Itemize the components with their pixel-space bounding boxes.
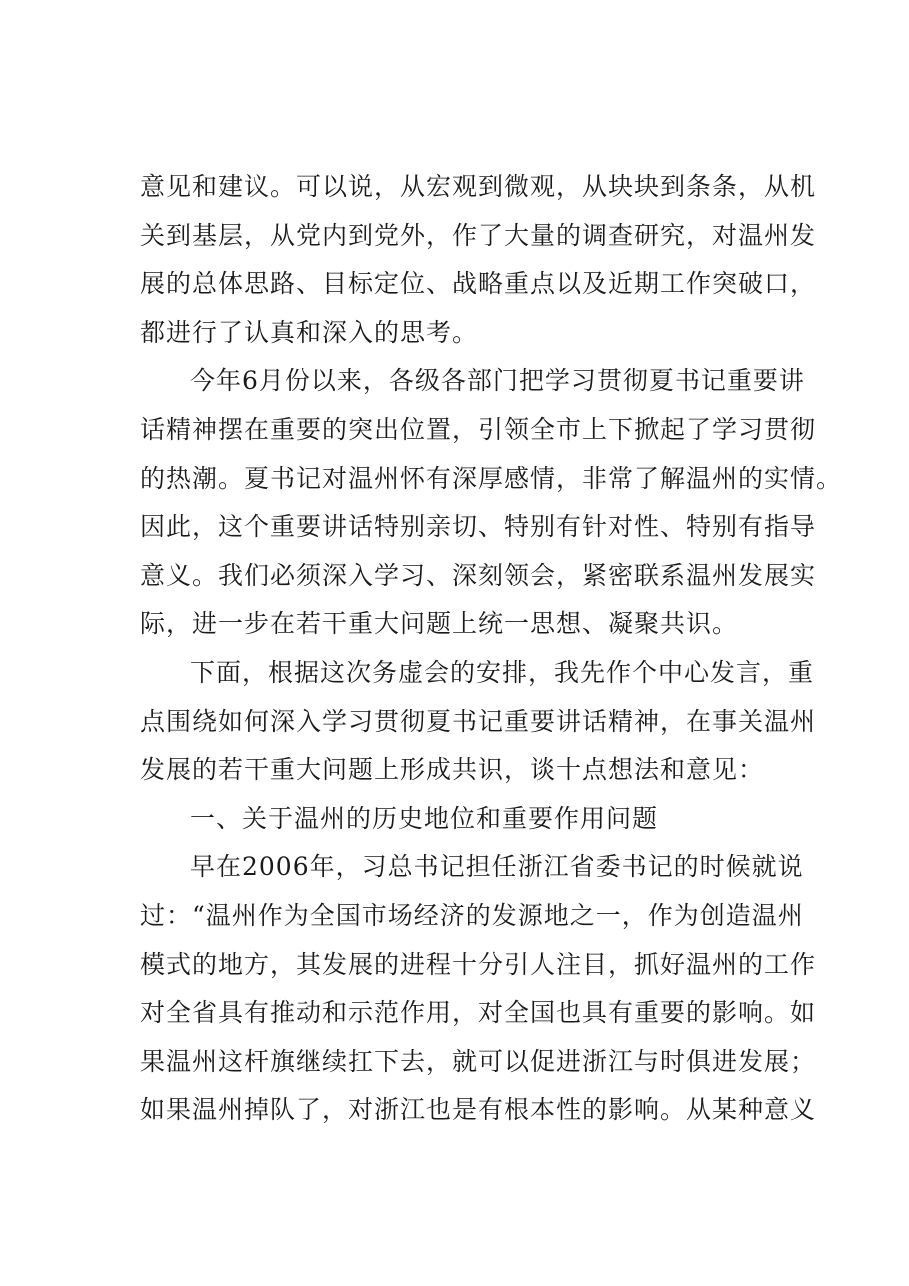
text-line: 早在2006年，习总书记担任浙江省委书记的时候就说	[190, 852, 804, 882]
text-line: 今年6月份以来，各级各部门把学习贯彻夏书记重要讲	[190, 366, 805, 396]
text-line: 意义。我们必须深入学习、深刻领会，紧密联系温州发展实	[140, 560, 817, 590]
text-line: 果温州这杆旗继续扛下去，就可以促进浙江与时俱进发展；	[140, 1046, 817, 1076]
document-body	[140, 163, 843, 1135]
text-line: 意见和建议。可以说，从宏观到微观，从块块到条条，从机	[140, 172, 817, 201]
text-line: 过：“温州作为全国市场经济的发源地之一，作为创造温州	[140, 900, 804, 930]
text-line: 都进行了认真和深入的思考。	[140, 317, 479, 347]
text-line: 话精神摆在重要的突出位置，引领全市上下掀起了学习贯彻	[140, 414, 817, 444]
text-line: 下面，根据这次务虚会的安排，我先作个中心发言，重	[190, 657, 815, 687]
text-line: 对全省具有推动和示范作用，对全国也具有重要的影响。如	[140, 998, 817, 1028]
text-line: 的热潮。夏书记对温州怀有深厚感情，非常了解温州的实情。	[140, 463, 843, 493]
section-heading: 一、关于温州的历史地位和重要作用问题	[190, 803, 659, 833]
text-line: 点围绕如何深入学习贯彻夏书记重要讲话精神，在事关温州	[140, 706, 817, 736]
text-line: 模式的地方，其发展的进程十分引人注目，抓好温州的工作	[140, 949, 817, 979]
text-line: 际，进一步在若干重大问题上统一思想、凝聚共识。	[140, 609, 739, 639]
text-line: 发展的若干重大问题上形成共识，谈十点想法和意见：	[140, 755, 765, 785]
text-line: 关到基层，从党内到党外，作了大量的调查研究，对温州发	[140, 220, 817, 250]
text-line: 如果温州掉队了，对浙江也是有根本性的影响。从某种意义	[140, 1095, 817, 1125]
text-line: 因此，这个重要讲话特别亲切、特别有针对性、特别有指导	[140, 512, 817, 542]
text-line: 展的总体思路、目标定位、战略重点以及近期工作突破口，	[140, 269, 817, 299]
